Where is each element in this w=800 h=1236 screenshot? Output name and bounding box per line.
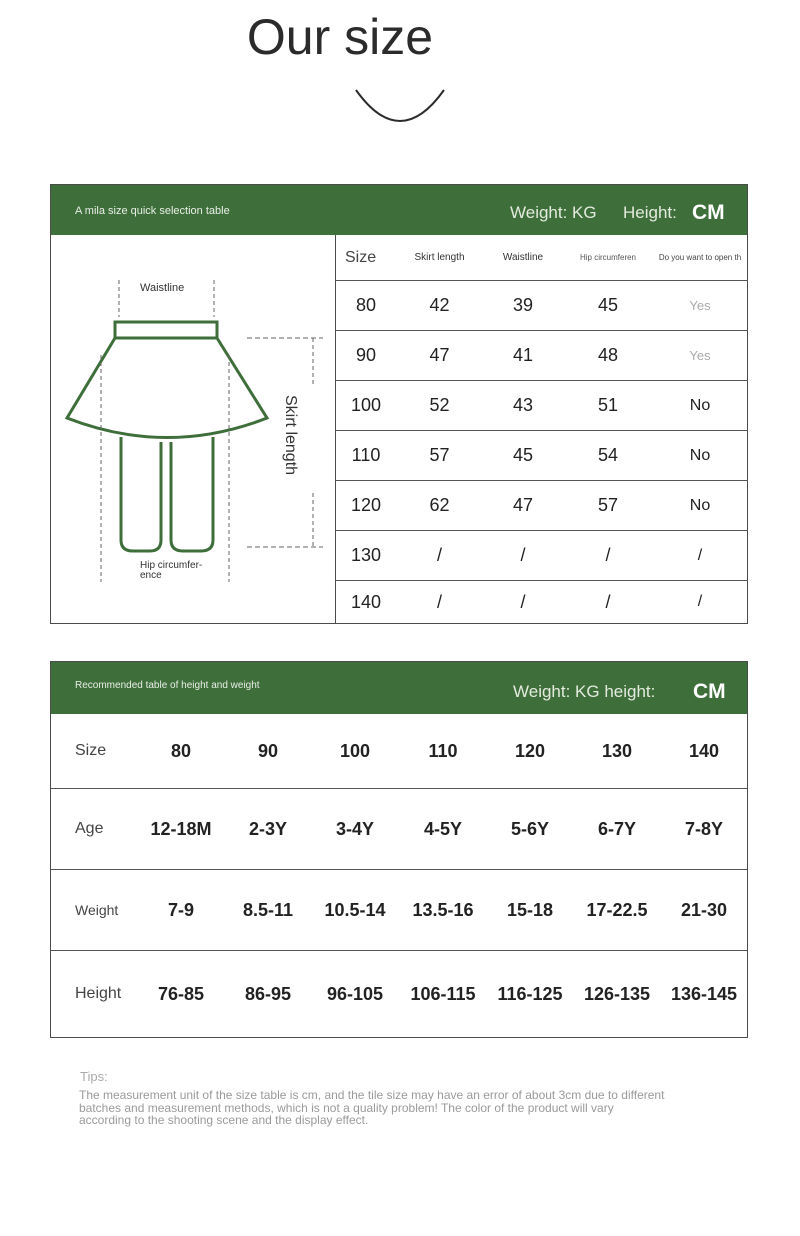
header-hip: Hip circumferen (579, 253, 636, 262)
recommended-table-header-bar (51, 662, 747, 714)
height-value: 76-85 (157, 983, 205, 1004)
size-value: 130 (601, 740, 633, 761)
size-value: 90 (257, 740, 279, 761)
size-cell: 80 (355, 295, 377, 315)
skirt-length-cell: 42 (429, 295, 450, 315)
row-label-age: Age (75, 820, 104, 837)
weight-height-unit-label: Weight: KG height: (513, 682, 656, 701)
row-label-height: Height (75, 985, 122, 1002)
size-cell: 130 (350, 545, 382, 565)
open-cell: Yes (689, 298, 711, 313)
hip-cell: 57 (597, 495, 619, 515)
weight-value: 10.5-14 (324, 899, 386, 920)
age-value: 3-4Y (335, 818, 375, 839)
waistline-cell: 43 (512, 395, 534, 415)
size-table-title: A mila size quick selection table (75, 205, 230, 217)
table-row (335, 281, 748, 331)
size-value: 140 (688, 740, 720, 761)
size-cell: 110 (351, 445, 381, 465)
skirt-length-cell: / (436, 545, 442, 565)
table-row (335, 531, 748, 581)
tips-title: Tips: (80, 1069, 108, 1084)
weight-unit-label: Weight: KG (510, 203, 597, 222)
age-value: 6-7Y (597, 818, 637, 839)
height-value: 106-115 (410, 983, 476, 1004)
table-row (335, 331, 748, 381)
skirt-length-cell: / (436, 591, 442, 612)
recommended-table (50, 661, 748, 1038)
height-value: 96-105 (326, 983, 384, 1004)
skirt-diagram (51, 235, 336, 624)
age-value: 4-5Y (423, 818, 463, 839)
height-value: 86-95 (244, 983, 292, 1004)
size-cell: 120 (350, 495, 382, 515)
size-grid-header (335, 235, 748, 281)
skirt-length-cell: 52 (429, 395, 450, 415)
hip-cell: / (605, 545, 611, 565)
header-skirt-length: Skirt length (414, 252, 465, 263)
hip-cell: / (605, 591, 611, 612)
weight-value: 15-18 (506, 899, 554, 920)
open-cell: / (697, 593, 703, 610)
weight-value: 8.5-11 (242, 899, 294, 920)
size-grid (335, 235, 748, 623)
hip-cell: 48 (597, 345, 619, 365)
waistline-cell: 47 (512, 495, 534, 515)
hip-cell: 54 (597, 445, 619, 465)
table-row (335, 431, 748, 481)
waistline-cell: 41 (512, 345, 534, 365)
table-row (335, 581, 748, 623)
waistline-label: Waistline (140, 282, 185, 294)
recommended-table-title: Recommended table of height and weight (75, 680, 260, 691)
cm-unit-label: CM (693, 680, 726, 703)
waistline-cell: / (520, 545, 526, 565)
size-cell: 90 (355, 345, 377, 365)
table-row (51, 789, 747, 870)
age-value: 12-18M (150, 818, 212, 839)
size-value: 80 (170, 740, 192, 761)
size-value: 110 (428, 740, 458, 761)
age-value: 5-6Y (510, 818, 550, 839)
table-row (335, 381, 748, 431)
waistline-cell: 45 (512, 445, 534, 465)
skirt-length-cell: 47 (429, 345, 450, 365)
size-table-header-bar (51, 185, 747, 235)
smile-decoration (352, 82, 448, 126)
tips-body: The measurement unit of the size table is cm, and the tile size may have an error of about 3cm due to different batches and measurement methods, which is not a quality problem! The color of the product will vary according to the shooting scene and the display effect. (79, 1088, 665, 1127)
cm-unit-label: CM (692, 201, 725, 224)
row-label-weight: Weight (75, 902, 119, 918)
header-size: Size (345, 248, 377, 266)
waistline-cell: / (520, 591, 526, 612)
open-cell: No (689, 496, 711, 514)
age-value: 2-3Y (248, 818, 288, 839)
weight-value: 17-22.5 (586, 899, 648, 920)
waistline-cell: 39 (512, 295, 534, 315)
header-open: Do you want to open th (658, 253, 742, 262)
page-title: Our size (246, 9, 434, 65)
hip-label: Hip circumfer-ence (140, 560, 203, 581)
hip-cell: 51 (597, 395, 619, 415)
height-value: 116-125 (497, 983, 563, 1004)
table-row (51, 870, 747, 951)
weight-value: 21-30 (680, 899, 728, 920)
size-value: 100 (339, 740, 371, 761)
skirt-length-cell: 57 (429, 445, 450, 465)
table-row (335, 481, 748, 531)
size-selection-table (50, 184, 748, 624)
skirt-length-cell: 62 (429, 495, 450, 515)
size-cell: 100 (350, 395, 382, 415)
open-cell: / (697, 546, 703, 564)
row-label-size: Size (75, 742, 107, 759)
size-value: 120 (514, 740, 546, 761)
size-cell: 140 (350, 591, 382, 612)
height-unit-label: Height: (623, 203, 677, 222)
age-value: 7-8Y (684, 818, 724, 839)
skirt-length-label: Skirt length (282, 395, 299, 476)
open-cell: Yes (689, 348, 711, 363)
hip-cell: 45 (597, 295, 619, 315)
weight-value: 7-9 (167, 899, 194, 920)
table-row (51, 714, 747, 789)
header-waistline: Waistline (502, 252, 544, 263)
open-cell: No (689, 396, 711, 414)
height-value: 136-145 (670, 983, 738, 1004)
table-row (51, 951, 747, 1037)
height-value: 126-135 (583, 983, 651, 1004)
open-cell: No (689, 446, 711, 464)
weight-value: 13.5-16 (412, 899, 474, 920)
